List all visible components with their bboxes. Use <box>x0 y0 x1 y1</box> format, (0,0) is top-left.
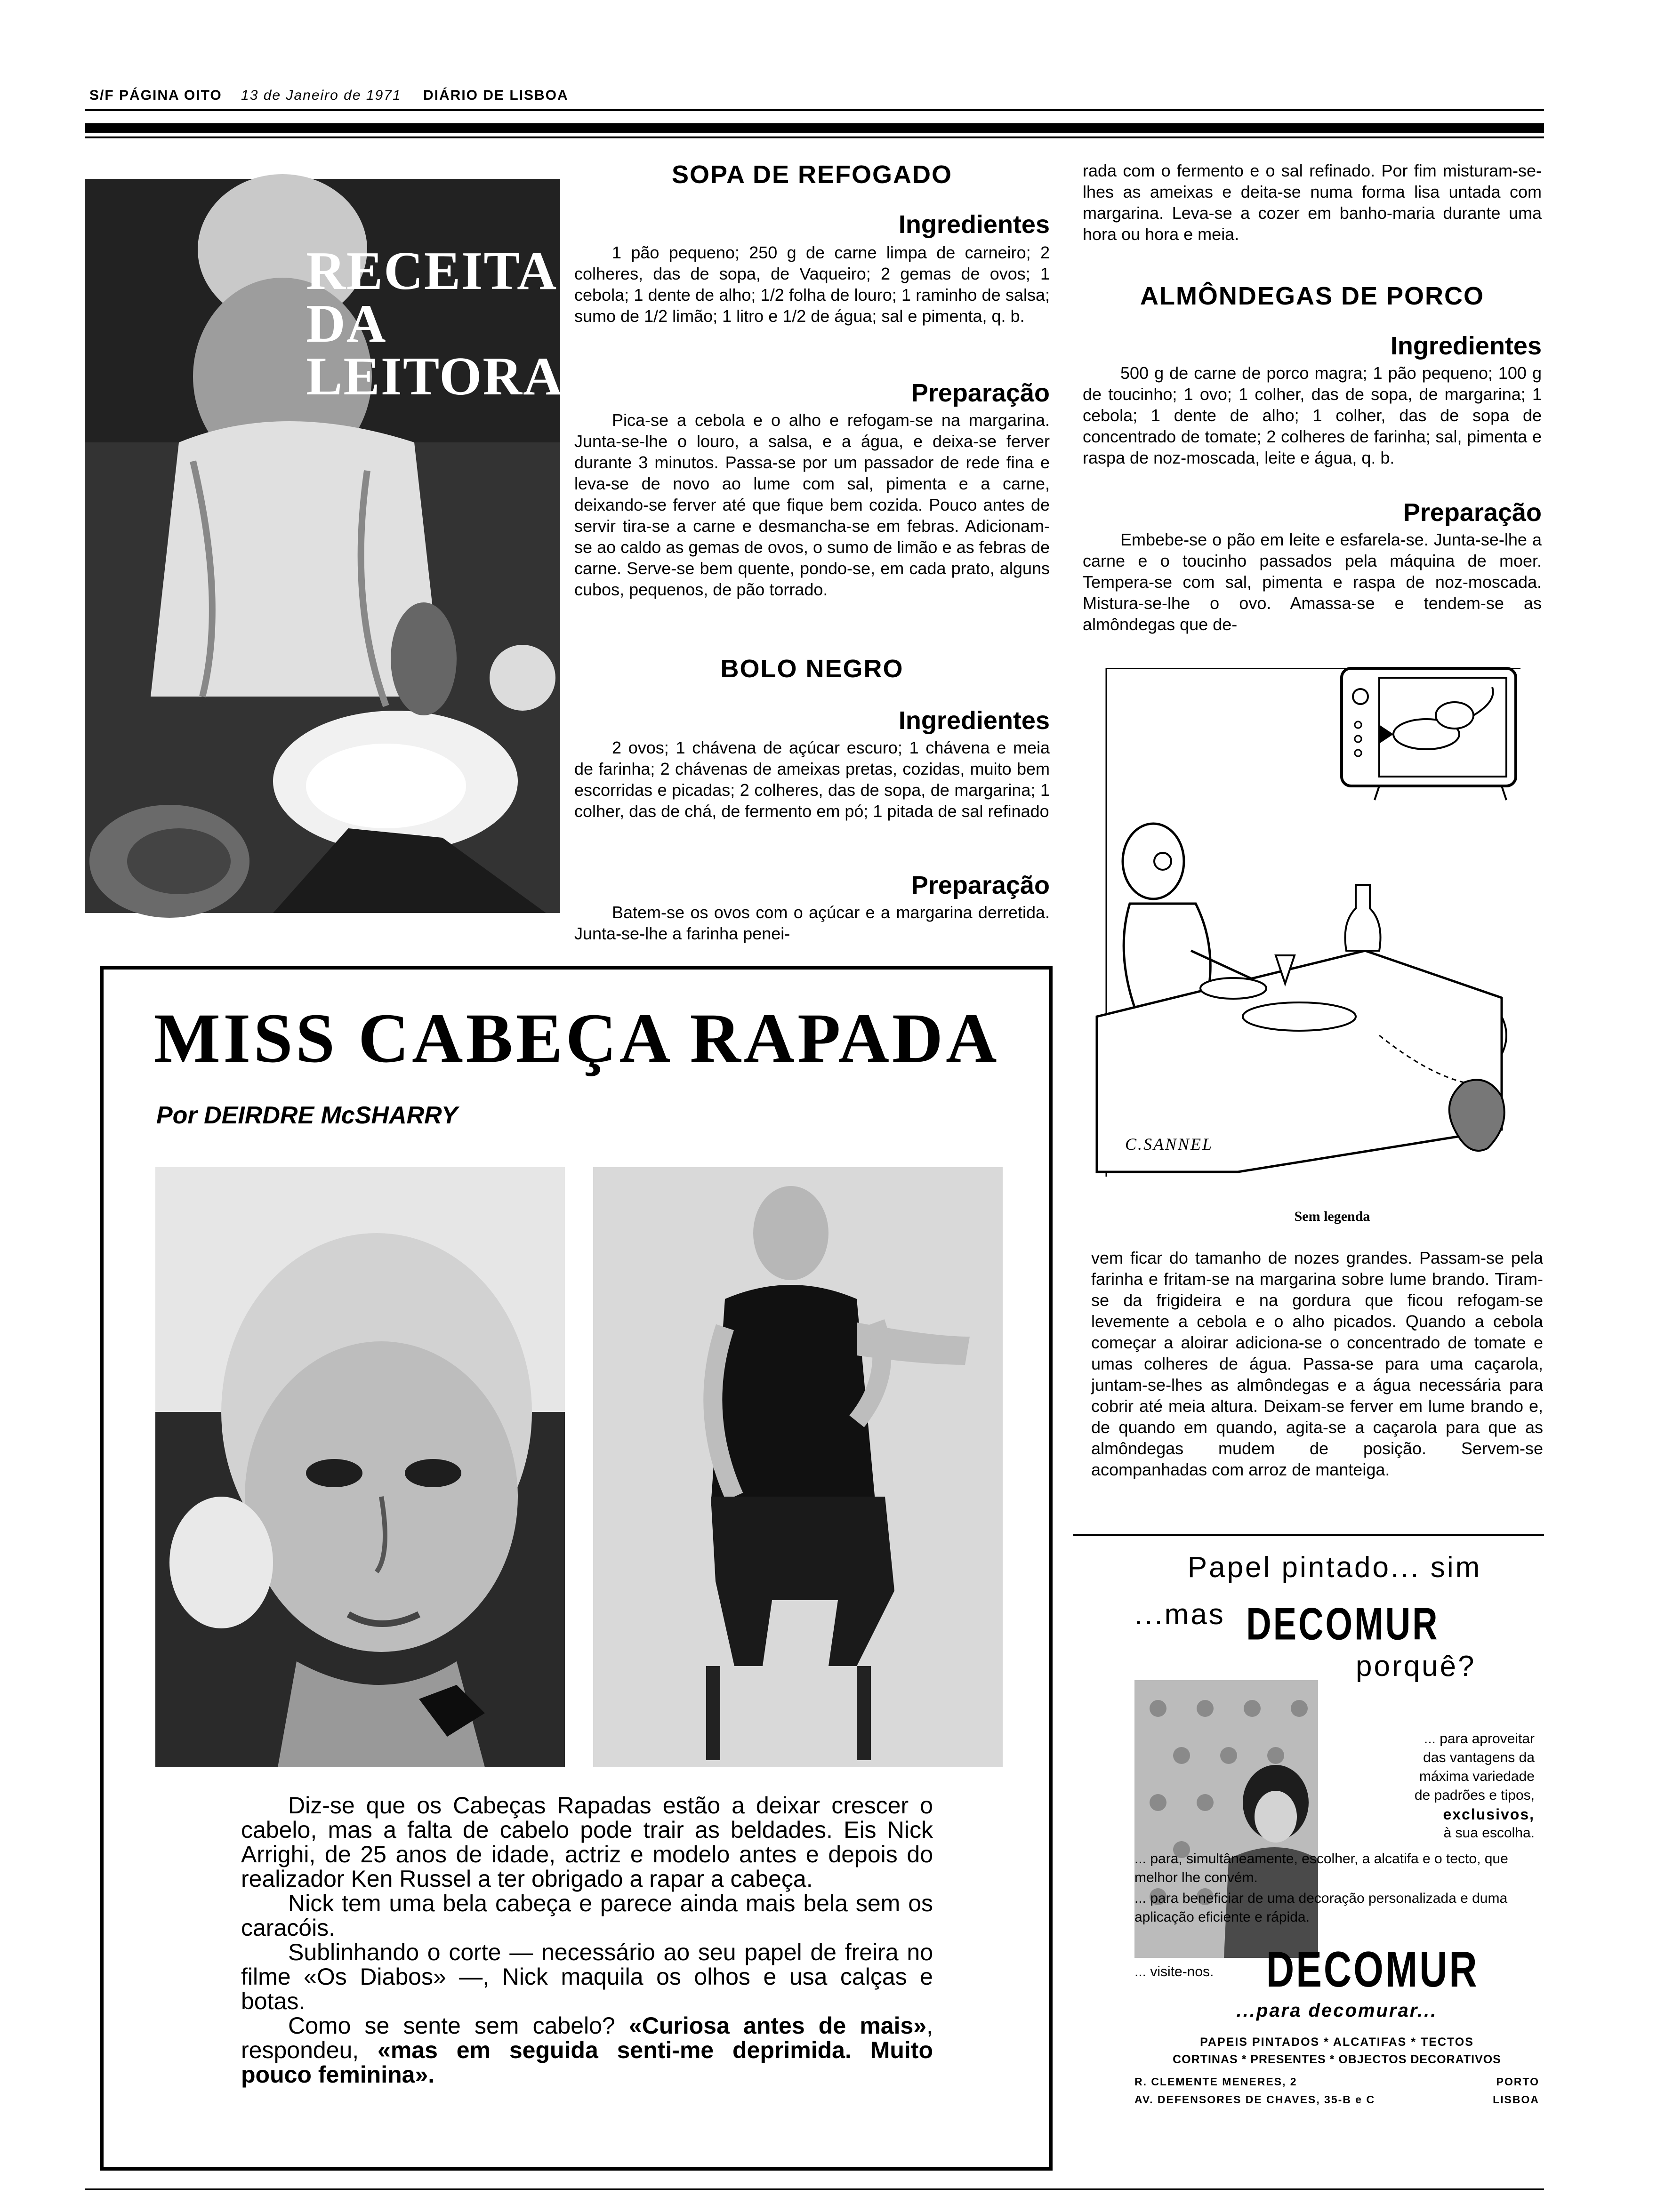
header-rule-thick <box>85 123 1544 133</box>
almondegas-preparation-part1: Embebe-se o pão em leite e esfarela-se. Junta-se-lhe a carne e o toucinho passados pela máquina de moer. Tempera-se com sal, pimenta e raspa de noz-moscada. Mistura-se-lhe o ovo. Amassa-se e tendem-se as almôndegas que de- <box>1083 530 1542 634</box>
bolo-ingredients: 2 ovos; 1 chávena de açúcar escuro; 1 chávena e meia de farinha; 2 chávenas de ameixas pretas, cozidas, muito bem escorridas e picadas; 2 colheres, das de sopa, de margarina; 1 colher, das de chá, de fermento em pó; 1 pitada de sal refinado <box>574 738 1050 821</box>
ad-copy-3: máxima variedade <box>1419 1769 1535 1784</box>
ad-copy-7: ... para, simultâneamente, escolher, a alcatifa e o tecto, que melhor lhe convém. <box>1134 1851 1508 1885</box>
page-header <box>89 88 701 106</box>
article-para-3: Sublinhando o corte — necessário ao seu papel de freira no filme «Os Diabos» —, Nick maquila os olhos e usa calças e botas. <box>241 1939 933 2014</box>
ad-products-1: PAPEIS PINTADOS * ALCATIFAS * TECTOS <box>1200 2036 1474 2049</box>
cook-photo <box>85 179 589 913</box>
almondegas-ingredients: 500 g de carne de porco magra; 1 pão pequeno; 100 g de toucinho; 1 ovo; 1 colher, das de sopa, de margarina; 1 cebola; 1 dente de alho; 1 colher, das de sopa de concentrado de tomate; 2 colheres de farinha; sal, pimenta e raspa de noz-moscada, leite e água, q. b. <box>1083 363 1542 467</box>
bolo-preparation-heading: Preparação <box>911 871 1050 899</box>
header-rule-thin <box>85 109 1544 111</box>
portrait-photo-left <box>155 1167 565 1767</box>
almondegas-title: ALMÔNDEGAS DE PORCO <box>1140 282 1485 310</box>
bolo-title: BOLO NEGRO <box>720 655 904 683</box>
almondegas-preparation-heading: Preparação <box>1403 498 1542 527</box>
article-byline: Por DEIRDRE McSHARRY <box>156 1102 458 1129</box>
recipes-column-2 <box>574 160 1050 944</box>
ad-address-2 <box>1134 2093 1539 2106</box>
ad-address-street-2: AV. DEFENSORES DE CHAVES, 35-B e C <box>1134 2093 1375 2106</box>
cartoon <box>1097 659 1539 1195</box>
ad-copy-full <box>1134 1850 1539 1927</box>
section-label: S/F PÁGINA OITO <box>89 88 222 103</box>
bolo-ingredients-heading: Ingredientes <box>898 706 1050 735</box>
article-body <box>241 1793 933 2087</box>
ad-brand-logo-2: DECOMUR <box>1266 1942 1479 1998</box>
recipes-banner <box>306 241 589 407</box>
ad-copy-8: ... para beneficiar de uma decoração personalizada e duma aplicação eficiente e rápida. <box>1134 1891 1508 1925</box>
ad-address-city-1: PORTO <box>1496 2076 1539 2088</box>
ad-but-text: ...mas <box>1134 1598 1225 1631</box>
ad-copy-1: ... para aproveitar <box>1424 1731 1535 1747</box>
ad-headline-1: Papel pintado... sim <box>1187 1551 1482 1584</box>
cartoon-caption: Sem legenda <box>1294 1209 1370 1224</box>
portrait-face-illustration <box>155 1167 565 1767</box>
cartoon-signature: C.SANNEL <box>1125 1135 1214 1154</box>
sopa-preparation-heading: Preparação <box>911 379 1050 407</box>
article-title: MISS CABEÇA RAPADA <box>153 999 1000 1077</box>
footer-rule <box>85 2188 1544 2190</box>
ad-copy-5: exclusivos, <box>1443 1806 1535 1823</box>
sopa-ingredients-heading: Ingredientes <box>898 210 1050 239</box>
almondegas-ingredients-heading: Ingredientes <box>1390 332 1542 360</box>
issue-date: 13 de Janeiro de 1971 <box>241 88 402 103</box>
recipes-column-3 <box>1083 160 1542 635</box>
bolo-preparation-part2: rada com o fermento e o sal refinado. Por fim misturam-se-lhes as ameixas e deita-se numa forma lisa untada com margarina. Leva-se a cozer em banho-maria durante uma hora ou hora e meia. <box>1083 161 1542 244</box>
banner-line-2: DA <box>306 294 387 354</box>
sopa-ingredients: 1 pão pequeno; 250 g de carne limpa de carneiro; 2 colheres, das de sopa, de Vaqueiro; 2 gemas de ovos; 1 cebola; 1 dente de alho; 1/2 folha de louro; 1 raminho de salsa; sumo de 1/2 limão; 1 litro e 1/2 de água; sal e pimenta, q. b. <box>574 243 1050 326</box>
ad-headline-2 <box>1134 1598 1535 1650</box>
ad-separator <box>1073 1534 1544 1536</box>
ad-products-2: CORTINAS * PRESENTES * OBJECTOS DECORATIVOS <box>1173 2053 1501 2066</box>
ad-address-street-1: R. CLEMENTE MENERES, 2 <box>1134 2076 1297 2088</box>
ad-copy-6: à sua escolha. <box>1443 1825 1535 1841</box>
article-para-2: Nick tem uma bela cabeça e parece ainda mais bela sem os caracóis. <box>241 1890 933 1941</box>
newspaper-name: DIÁRIO DE LISBOA <box>423 88 569 103</box>
ad-brand-logo: DECOMUR <box>1246 1598 1440 1650</box>
portrait-photo-right <box>593 1167 1003 1767</box>
cartoon-drawing <box>1097 659 1539 1195</box>
ad-address-city-2: LISBOA <box>1493 2093 1539 2106</box>
article-para-1: Diz-se que os Cabeças Rapadas estão a deixar crescer o cabelo, mas a falta de cabelo pode trair as beldades. Eis Nick Arrighi, de 25 anos de idade, actriz e modelo antes e depois do realizador Ken Russel a ter obrigado a rapar a cabeça. <box>241 1792 933 1892</box>
ad-headline-3: porquê? <box>1356 1650 1476 1683</box>
header-rule-thin-2 <box>85 136 1544 138</box>
ad-slogan: ...para decomurar... <box>1236 2000 1438 2021</box>
sopa-preparation: Pica-se a cebola e o alho e refogam-se na margarina. Junta-se-lhe o louro, a salsa, e a água, e deixa-se ferver durante 3 minutos. Passa-se por um passador de rede fina e leva-se de novo ao lume com sal, pimenta e a carne, deixando-se ferver até que fique bem cozida. Pouco antes de servir tira-se a carne e desmancha-se em febras. Adicionam-se ao caldo as gemas de ovos, o sumo de limão e as febras de carne. Serve-se bem quente, pondo-se, em cada prato, alguns cubos, pequenos, de pão torrado. <box>574 410 1050 599</box>
banner-line-3: LEITORA <box>306 346 563 407</box>
ad-copy-right <box>1327 1730 1535 1843</box>
almondegas-preparation-part2: vem ficar do tamanho de nozes grandes. Passam-se pela farinha e fritam-se na margarina sobre lume brando. Tiram-se da frigideira e na gordura que ficou refogam-se levemente a cebola e o alho picados. Quando a cebola começar a aloirar adiciona-se o concentrado de tomate e umas colheres de água. Passa-se para uma caçarola, juntam-se-lhes as almôndegas e a água necessária para cobrir até meia altura. Deixam-se ferver em lume brando e, de quando em quando, agita-se a caçarola para que as almôndegas mudem de posição. Servem-se acompanhadas com arroz de manteiga. <box>1091 1248 1543 1479</box>
sopa-title: SOPA DE REFOGADO <box>671 160 953 189</box>
bolo-preparation-part1: Batem-se os ovos com o açúcar e a margarina derretida. Junta-se-lhe a farinha penei- <box>574 903 1050 943</box>
ad-visit: ... visite-nos. <box>1134 1964 1214 1980</box>
ad-address-1 <box>1134 2076 1539 2088</box>
ad-copy-4: de padrões e tipos, <box>1414 1787 1535 1803</box>
banner-line-1: RECEITAS <box>306 241 589 301</box>
portrait-seated-illustration <box>593 1167 1003 1767</box>
ad-copy-2: das vantagens da <box>1423 1750 1535 1765</box>
article-para-4: Como se sente sem cabelo? «Curiosa antes de mais», respondeu, «mas em seguida senti-me deprimida. Muito pouco feminina». <box>241 2012 933 2088</box>
